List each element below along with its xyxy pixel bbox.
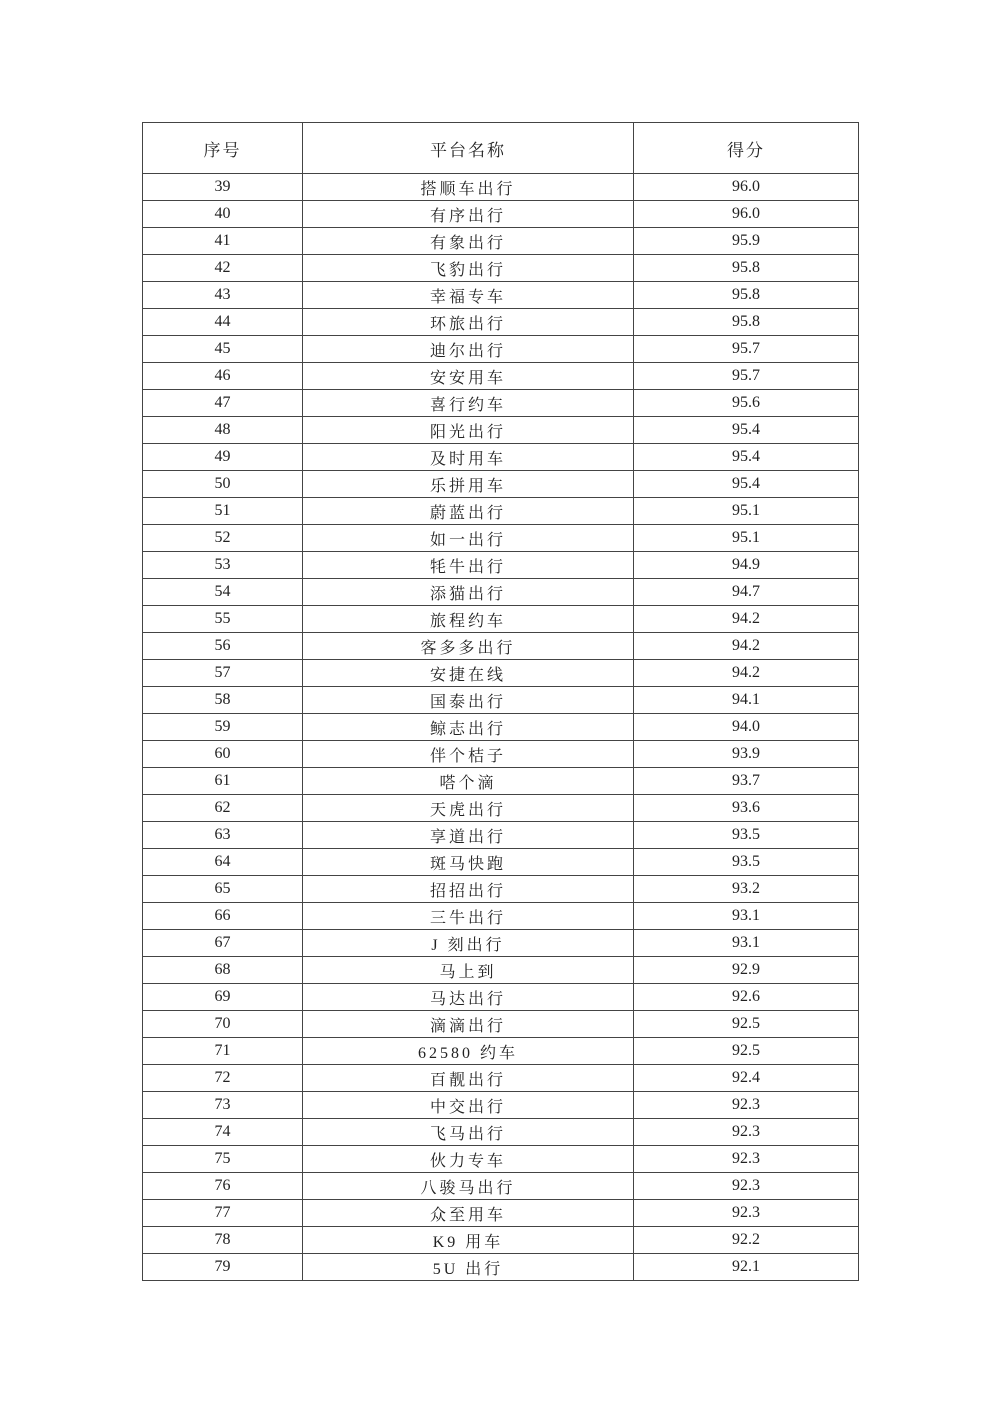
table-row: [143, 660, 859, 687]
row-score-cell: 94.2: [634, 633, 859, 660]
row-score-cell: 95.4: [634, 444, 859, 471]
row-score-cell: 92.2: [634, 1227, 859, 1254]
table-row: [143, 1065, 859, 1092]
row-score-cell: 93.7: [634, 768, 859, 795]
row-platform-name-cell: 天虎出行: [303, 795, 634, 822]
table-row: [143, 309, 859, 336]
row-index-cell: 42: [143, 255, 303, 282]
row-index-cell: 57: [143, 660, 303, 687]
row-platform-name-cell: 享道出行: [303, 822, 634, 849]
row-index-cell: 61: [143, 768, 303, 795]
table-row: [143, 471, 859, 498]
header-platform-name: 平台名称: [303, 123, 634, 174]
row-score-cell: 95.7: [634, 363, 859, 390]
row-platform-name-cell: J 刻出行: [303, 930, 634, 957]
table-row: [143, 903, 859, 930]
row-score-cell: 92.5: [634, 1011, 859, 1038]
row-platform-name-cell: 62580 约车: [303, 1038, 634, 1065]
table-row: [143, 822, 859, 849]
row-index-cell: 58: [143, 687, 303, 714]
table-row: [143, 390, 859, 417]
row-platform-name-cell: 嗒个滴: [303, 768, 634, 795]
row-index-cell: 75: [143, 1146, 303, 1173]
row-platform-name-cell: 有序出行: [303, 201, 634, 228]
row-score-cell: 95.8: [634, 309, 859, 336]
row-index-cell: 74: [143, 1119, 303, 1146]
row-score-cell: 93.5: [634, 822, 859, 849]
row-score-cell: 93.1: [634, 903, 859, 930]
table-row: [143, 1092, 859, 1119]
row-score-cell: 92.3: [634, 1146, 859, 1173]
header-score: 得分: [634, 123, 859, 174]
row-index-cell: 63: [143, 822, 303, 849]
row-score-cell: 92.5: [634, 1038, 859, 1065]
row-score-cell: 93.9: [634, 741, 859, 768]
row-score-cell: 95.4: [634, 417, 859, 444]
row-platform-name-cell: 三牛出行: [303, 903, 634, 930]
row-index-cell: 62: [143, 795, 303, 822]
row-score-cell: 92.1: [634, 1254, 859, 1281]
table-row: [143, 849, 859, 876]
ranking-table: [142, 122, 859, 1281]
table-row: [143, 444, 859, 471]
row-score-cell: 96.0: [634, 201, 859, 228]
row-index-cell: 68: [143, 957, 303, 984]
row-score-cell: 92.3: [634, 1119, 859, 1146]
row-score-cell: 92.9: [634, 957, 859, 984]
row-score-cell: 94.0: [634, 714, 859, 741]
row-score-cell: 93.6: [634, 795, 859, 822]
table-row: [143, 1227, 859, 1254]
row-platform-name-cell: 喜行约车: [303, 390, 634, 417]
row-platform-name-cell: 旅程约车: [303, 606, 634, 633]
table-row: [143, 768, 859, 795]
table-row: [143, 552, 859, 579]
row-platform-name-cell: 幸福专车: [303, 282, 634, 309]
table-row: [143, 255, 859, 282]
row-score-cell: 92.3: [634, 1200, 859, 1227]
row-index-cell: 51: [143, 498, 303, 525]
row-platform-name-cell: 国泰出行: [303, 687, 634, 714]
table-row: [143, 363, 859, 390]
table-body: [143, 174, 859, 1281]
row-index-cell: 64: [143, 849, 303, 876]
table-row: [143, 606, 859, 633]
row-index-cell: 71: [143, 1038, 303, 1065]
row-platform-name-cell: 百靓出行: [303, 1065, 634, 1092]
row-platform-name-cell: 客多多出行: [303, 633, 634, 660]
table-row: [143, 930, 859, 957]
table-row: [143, 1146, 859, 1173]
table-row: [143, 282, 859, 309]
row-platform-name-cell: 搭顺车出行: [303, 174, 634, 201]
table-row: [143, 1011, 859, 1038]
table-row: [143, 795, 859, 822]
table-row: [143, 633, 859, 660]
table-row: [143, 687, 859, 714]
header-index: 序号: [143, 123, 303, 174]
table-header-row: [143, 123, 859, 174]
table-row: [143, 1254, 859, 1281]
row-score-cell: 95.8: [634, 255, 859, 282]
row-index-cell: 56: [143, 633, 303, 660]
row-index-cell: 59: [143, 714, 303, 741]
row-score-cell: 94.2: [634, 660, 859, 687]
row-score-cell: 95.1: [634, 525, 859, 552]
table-row: [143, 876, 859, 903]
table-row: [143, 1038, 859, 1065]
row-score-cell: 93.1: [634, 930, 859, 957]
table-row: [143, 336, 859, 363]
row-score-cell: 95.8: [634, 282, 859, 309]
row-index-cell: 55: [143, 606, 303, 633]
row-platform-name-cell: 安捷在线: [303, 660, 634, 687]
row-index-cell: 66: [143, 903, 303, 930]
row-score-cell: 92.4: [634, 1065, 859, 1092]
row-score-cell: 92.3: [634, 1092, 859, 1119]
row-score-cell: 93.5: [634, 849, 859, 876]
row-index-cell: 60: [143, 741, 303, 768]
table-row: [143, 714, 859, 741]
row-index-cell: 49: [143, 444, 303, 471]
row-score-cell: 94.1: [634, 687, 859, 714]
row-platform-name-cell: 蔚蓝出行: [303, 498, 634, 525]
row-index-cell: 69: [143, 984, 303, 1011]
row-index-cell: 40: [143, 201, 303, 228]
row-index-cell: 65: [143, 876, 303, 903]
row-platform-name-cell: 有象出行: [303, 228, 634, 255]
row-index-cell: 41: [143, 228, 303, 255]
row-platform-name-cell: 5U 出行: [303, 1254, 634, 1281]
row-score-cell: 92.6: [634, 984, 859, 1011]
row-platform-name-cell: 迪尔出行: [303, 336, 634, 363]
row-platform-name-cell: 马上到: [303, 957, 634, 984]
row-score-cell: 95.9: [634, 228, 859, 255]
row-platform-name-cell: 阳光出行: [303, 417, 634, 444]
table-row: [143, 741, 859, 768]
row-platform-name-cell: 添猫出行: [303, 579, 634, 606]
row-platform-name-cell: 马达出行: [303, 984, 634, 1011]
table-row: [143, 201, 859, 228]
table-row: [143, 525, 859, 552]
table-row: [143, 1200, 859, 1227]
row-score-cell: 92.3: [634, 1173, 859, 1200]
row-platform-name-cell: 飞马出行: [303, 1119, 634, 1146]
row-score-cell: 94.7: [634, 579, 859, 606]
row-platform-name-cell: 众至用车: [303, 1200, 634, 1227]
row-index-cell: 46: [143, 363, 303, 390]
row-platform-name-cell: 伴个桔子: [303, 741, 634, 768]
row-score-cell: 93.2: [634, 876, 859, 903]
row-index-cell: 67: [143, 930, 303, 957]
table-row: [143, 174, 859, 201]
row-index-cell: 73: [143, 1092, 303, 1119]
row-index-cell: 52: [143, 525, 303, 552]
table-row: [143, 1119, 859, 1146]
row-index-cell: 79: [143, 1254, 303, 1281]
row-index-cell: 48: [143, 417, 303, 444]
row-platform-name-cell: 及时用车: [303, 444, 634, 471]
row-index-cell: 77: [143, 1200, 303, 1227]
row-platform-name-cell: 斑马快跑: [303, 849, 634, 876]
row-score-cell: 95.4: [634, 471, 859, 498]
row-score-cell: 94.9: [634, 552, 859, 579]
table-row: [143, 417, 859, 444]
row-score-cell: 95.7: [634, 336, 859, 363]
row-index-cell: 43: [143, 282, 303, 309]
row-platform-name-cell: K9 用车: [303, 1227, 634, 1254]
row-platform-name-cell: 滴滴出行: [303, 1011, 634, 1038]
row-index-cell: 54: [143, 579, 303, 606]
row-score-cell: 95.6: [634, 390, 859, 417]
row-index-cell: 78: [143, 1227, 303, 1254]
row-platform-name-cell: 招招出行: [303, 876, 634, 903]
row-platform-name-cell: 飞豹出行: [303, 255, 634, 282]
row-platform-name-cell: 安安用车: [303, 363, 634, 390]
row-index-cell: 76: [143, 1173, 303, 1200]
table-row: [143, 984, 859, 1011]
row-platform-name-cell: 乐拼用车: [303, 471, 634, 498]
row-platform-name-cell: 伙力专车: [303, 1146, 634, 1173]
row-platform-name-cell: 八骏马出行: [303, 1173, 634, 1200]
row-score-cell: 96.0: [634, 174, 859, 201]
row-index-cell: 72: [143, 1065, 303, 1092]
row-platform-name-cell: 牦牛出行: [303, 552, 634, 579]
table-row: [143, 1173, 859, 1200]
row-platform-name-cell: 中交出行: [303, 1092, 634, 1119]
row-platform-name-cell: 环旅出行: [303, 309, 634, 336]
row-index-cell: 70: [143, 1011, 303, 1038]
row-platform-name-cell: 鲸志出行: [303, 714, 634, 741]
row-index-cell: 39: [143, 174, 303, 201]
row-index-cell: 45: [143, 336, 303, 363]
row-platform-name-cell: 如一出行: [303, 525, 634, 552]
table-row: [143, 579, 859, 606]
row-score-cell: 95.1: [634, 498, 859, 525]
row-index-cell: 47: [143, 390, 303, 417]
row-index-cell: 53: [143, 552, 303, 579]
table-row: [143, 957, 859, 984]
table-row: [143, 228, 859, 255]
table-row: [143, 498, 859, 525]
row-score-cell: 94.2: [634, 606, 859, 633]
row-index-cell: 44: [143, 309, 303, 336]
row-index-cell: 50: [143, 471, 303, 498]
